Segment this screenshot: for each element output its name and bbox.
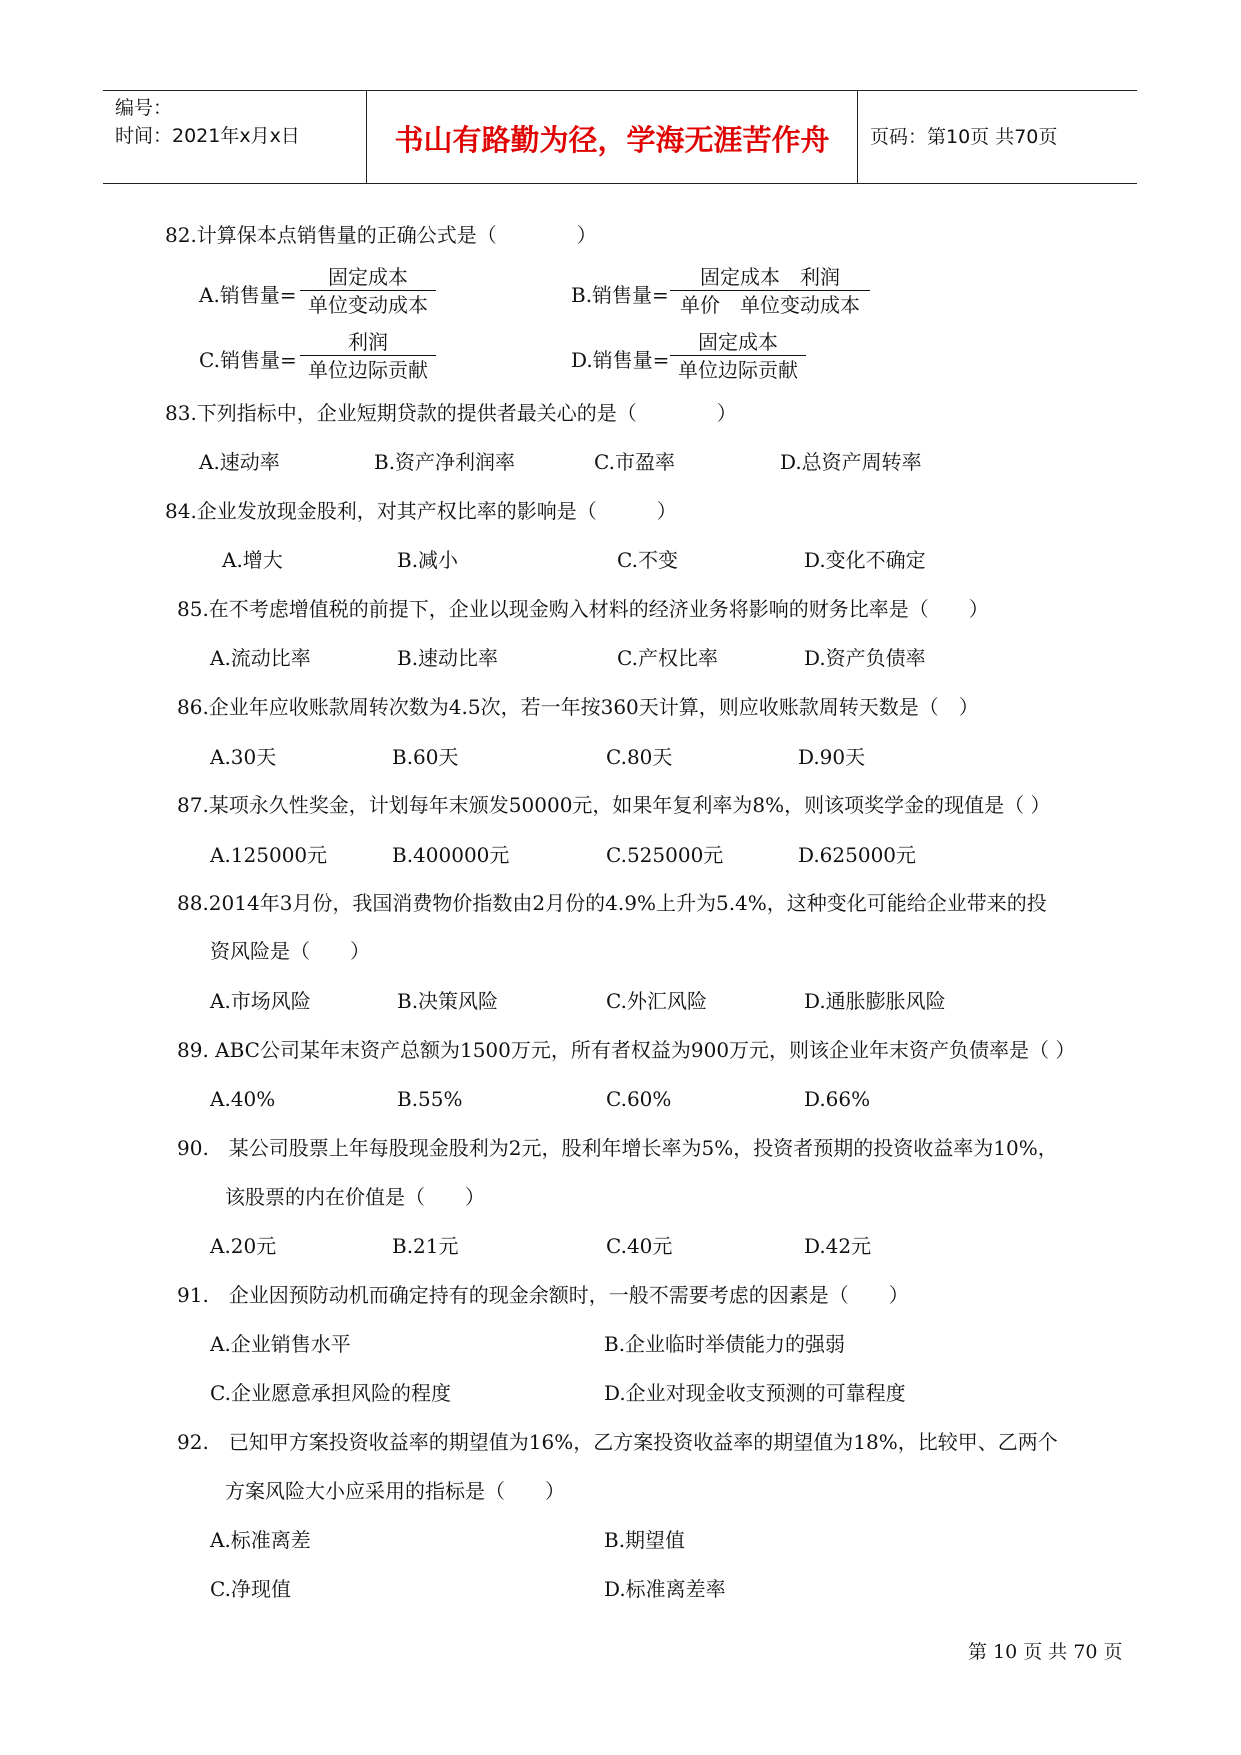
question-88-stem-line1: 88.2014年3月份，我国消费物价指数由2月份的4.9%上升为5.4%，这种变化可能给企业带来的投 [177, 891, 1047, 915]
q90-option-a: A.20元 [210, 1234, 277, 1258]
header-meta [103, 91, 367, 183]
q82-option-b-label: B.销售量= [571, 283, 669, 307]
fraction-numerator: 利润 [348, 330, 388, 354]
question-90-stem-line1: 90. 某公司股票上年每股现金股利为2元，股利年增长率为5%，投资者预期的投资收益率为10%， [177, 1136, 1058, 1160]
fraction-denominator: 单位边际贡献 [300, 355, 436, 384]
q89-option-d: D.66% [804, 1087, 871, 1111]
q83-option-d: D.总资产周转率 [780, 450, 922, 474]
document-time: 时间：2021年x月x日 [115, 125, 300, 147]
question-89-stem: 89. ABC公司某年末资产总额为1500万元，所有者权益为900万元，则该企业年末资产负债率是（ ） [177, 1038, 1076, 1062]
q83-option-a: A.速动率 [199, 450, 280, 474]
q87-option-c: C.525000元 [606, 843, 724, 867]
q86-option-d: D.90天 [798, 745, 866, 769]
q82-option-c-label: C.销售量= [199, 348, 297, 372]
fraction-numerator: 固定成本 利润 [700, 265, 840, 289]
question-86-stem: 86.企业年应收账款周转次数为4.5次，若一年按360天计算，则应收账款周转天数是（ ） [177, 695, 979, 719]
q91-option-c: C.企业愿意承担风险的程度 [210, 1381, 451, 1405]
q92-option-b: B.期望值 [604, 1528, 686, 1552]
q83-option-c: C.市盈率 [594, 450, 675, 474]
q92-option-d: D.标准离差率 [604, 1577, 726, 1601]
q88-option-b: B.决策风险 [397, 989, 499, 1013]
q84-option-b: B.减小 [397, 548, 459, 572]
q85-option-d: D.资产负债率 [804, 646, 926, 670]
question-92-stem-line1: 92. 已知甲方案投资收益率的期望值为16%，乙方案投资收益率的期望值为18%，比较甲、乙两个 [177, 1430, 1058, 1454]
q88-option-d: D.通胀膨胀风险 [804, 989, 946, 1013]
q82-option-d-fraction [670, 329, 806, 384]
q89-option-a: A.40% [210, 1087, 276, 1111]
q86-option-a: A.30天 [210, 745, 277, 769]
question-90-stem-line2: 该股票的内在价值是（ ） [225, 1185, 485, 1209]
q82-option-b-fraction [670, 264, 870, 319]
q82-option-a-fraction [300, 264, 436, 319]
header-page-number: 页码：第10页 共70页 [870, 126, 1058, 148]
fraction-denominator: 单位变动成本 [300, 290, 436, 319]
q91-option-a: A.企业销售水平 [210, 1332, 351, 1356]
page-header [103, 90, 1137, 184]
fraction-numerator: 固定成本 [328, 265, 408, 289]
question-85-stem: 85.在不考虑增值税的前提下，企业以现金购入材料的经济业务将影响的财务比率是（ ） [177, 597, 989, 621]
q84-option-c: C.不变 [617, 548, 678, 572]
q84-option-d: D.变化不确定 [804, 548, 926, 572]
question-88-stem-line2: 资风险是（ ） [210, 939, 370, 963]
serial-number: 编号： [115, 97, 173, 119]
q92-option-c: C.净现值 [210, 1577, 291, 1601]
q87-option-b: B.400000元 [392, 843, 510, 867]
q90-option-d: D.42元 [804, 1234, 872, 1258]
q84-option-a: A.增大 [222, 548, 283, 572]
q87-option-d: D.625000元 [798, 843, 917, 867]
q85-option-c: C.产权比率 [617, 646, 718, 670]
q90-option-b: B.21元 [392, 1234, 459, 1258]
header-motto: 书山有路勤为径，学海无涯苦作舟 [367, 91, 858, 183]
q86-option-b: B.60天 [392, 745, 459, 769]
question-87-stem: 87.某项永久性奖金，计划每年末颁发50000元，如果年复利率为8%，则该项奖学金的现值是（ ） [177, 793, 1051, 817]
q91-option-d: D.企业对现金收支预测的可靠程度 [604, 1381, 906, 1405]
q82-option-a-label: A.销售量= [199, 283, 297, 307]
fraction-denominator: 单位边际贡献 [670, 355, 806, 384]
question-91-stem: 91. 企业因预防动机而确定持有的现金余额时，一般不需要考虑的因素是（ ） [177, 1283, 909, 1307]
q87-option-a: A.125000元 [210, 843, 328, 867]
question-82-stem: 82.计算保本点销售量的正确公式是（ ） [165, 223, 597, 247]
q85-option-a: A.流动比率 [210, 646, 311, 670]
fraction-denominator: 单价 单位变动成本 [670, 290, 870, 319]
q90-option-c: C.40元 [606, 1234, 673, 1258]
page-footer: 第 10 页 共 70 页 [968, 1641, 1123, 1663]
question-83-stem: 83.下列指标中，企业短期贷款的提供者最关心的是（ ） [165, 401, 737, 425]
q88-option-c: C.外汇风险 [606, 989, 707, 1013]
q82-option-c-fraction [300, 329, 436, 384]
q83-option-b: B.资产净利润率 [374, 450, 516, 474]
q82-option-d-label: D.销售量= [571, 348, 670, 372]
q91-option-b: B.企业临时举债能力的强弱 [604, 1332, 846, 1356]
q88-option-a: A.市场风险 [210, 989, 311, 1013]
fraction-numerator: 固定成本 [698, 330, 778, 354]
q89-option-b: B.55% [397, 1087, 463, 1111]
q92-option-a: A.标准离差 [210, 1528, 311, 1552]
question-92-stem-line2: 方案风险大小应采用的指标是（ ） [225, 1479, 565, 1503]
question-84-stem: 84.企业发放现金股利，对其产权比率的影响是（ ） [165, 499, 677, 523]
q89-option-c: C.60% [606, 1087, 672, 1111]
q85-option-b: B.速动比率 [397, 646, 499, 670]
q86-option-c: C.80天 [606, 745, 673, 769]
